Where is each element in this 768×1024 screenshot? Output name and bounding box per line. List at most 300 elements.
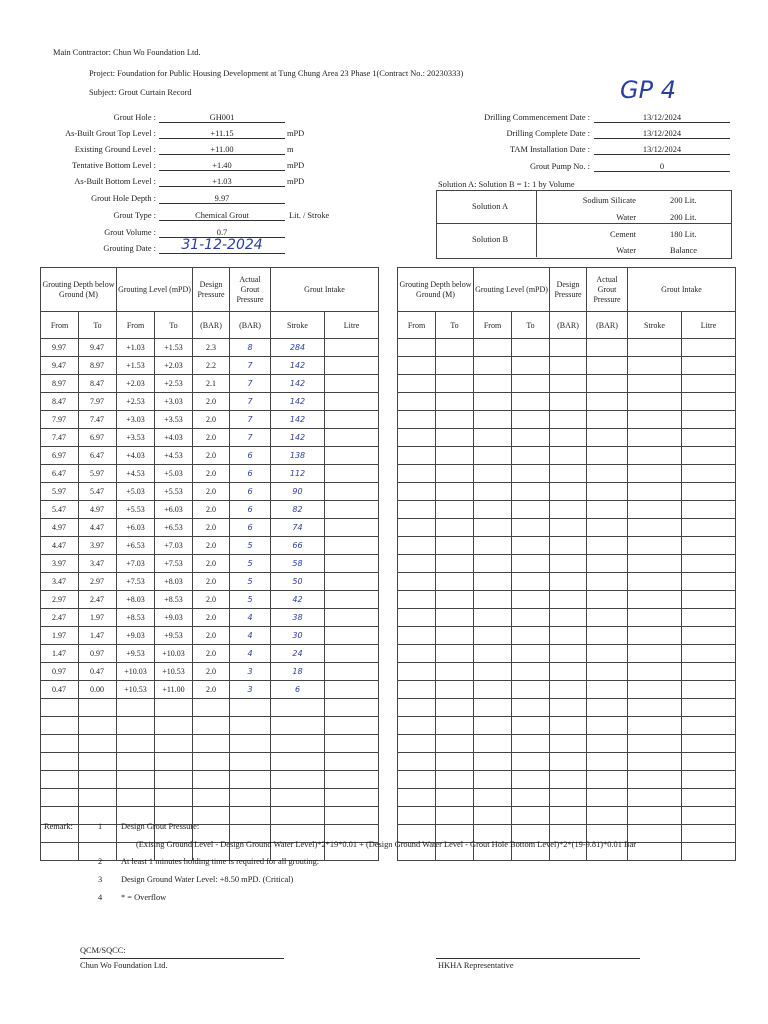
empty-cell <box>628 339 682 357</box>
header-level: Grouting Level (mPD) <box>474 268 550 312</box>
empty-cell <box>325 681 379 699</box>
empty-cell <box>587 447 628 465</box>
empty-cell <box>398 681 436 699</box>
depth-from-cell: 8.97 <box>41 375 79 393</box>
empty-cell <box>682 789 736 807</box>
empty-cell <box>79 717 117 735</box>
empty-cell <box>398 447 436 465</box>
empty-cell <box>628 627 682 645</box>
empty-cell <box>436 699 474 717</box>
info-left-label: Grouting Date : <box>103 244 156 253</box>
depth-to-cell: 8.47 <box>79 375 117 393</box>
table-row <box>41 339 379 357</box>
empty-cell <box>325 591 379 609</box>
empty-cell <box>587 555 628 573</box>
empty-cell <box>474 681 512 699</box>
table-row <box>41 663 379 681</box>
depth-from-cell: 5.97 <box>41 483 79 501</box>
empty-cell <box>682 771 736 789</box>
design-pressure-cell: 2.0 <box>193 627 230 645</box>
empty-cell <box>398 555 436 573</box>
depth-from-cell: 9.97 <box>41 339 79 357</box>
depth-to-cell: 5.97 <box>79 465 117 483</box>
depth-from-cell: 5.47 <box>41 501 79 519</box>
table-row <box>398 735 736 753</box>
table-row <box>398 627 736 645</box>
subheader-design-bar: (BAR) <box>193 312 230 339</box>
empty-cell <box>512 411 550 429</box>
empty-cell <box>436 537 474 555</box>
empty-cell <box>325 393 379 411</box>
table-row <box>398 753 736 771</box>
empty-cell <box>230 735 271 753</box>
empty-cell <box>474 375 512 393</box>
empty-cell <box>117 771 155 789</box>
info-left-label: Existing Ground Level : <box>74 145 156 154</box>
empty-cell <box>325 789 379 807</box>
empty-cell <box>41 789 79 807</box>
table-row <box>398 483 736 501</box>
info-left-value: +11.15 <box>159 129 285 139</box>
table-row <box>398 393 736 411</box>
level-from-cell: +8.03 <box>117 591 155 609</box>
empty-cell <box>682 807 736 825</box>
depth-from-cell: 3.47 <box>41 573 79 591</box>
empty-cell <box>682 357 736 375</box>
table-row <box>398 519 736 537</box>
empty-cell <box>193 699 230 717</box>
actual-pressure-cell: 7 <box>230 411 271 429</box>
depth-from-cell: 1.47 <box>41 645 79 663</box>
info-left-value: +11.00 <box>159 145 285 155</box>
empty-cell <box>550 555 587 573</box>
empty-cell <box>325 555 379 573</box>
design-pressure-cell: 2.2 <box>193 357 230 375</box>
empty-cell <box>436 429 474 447</box>
empty-cell <box>550 339 587 357</box>
empty-cell <box>398 717 436 735</box>
empty-cell <box>587 519 628 537</box>
empty-cell <box>398 501 436 519</box>
empty-cell <box>325 753 379 771</box>
empty-cell <box>325 663 379 681</box>
subheader-litre: Litre <box>325 312 379 339</box>
stroke-cell: 42 <box>271 591 325 609</box>
stroke-cell: 142 <box>271 375 325 393</box>
empty-cell <box>117 717 155 735</box>
info-left-value: Chemical Grout <box>159 211 285 221</box>
empty-cell <box>682 519 736 537</box>
empty-cell <box>398 645 436 663</box>
stroke-cell: 138 <box>271 447 325 465</box>
info-left-label: Grout Hole : <box>113 113 156 122</box>
empty-cell <box>682 591 736 609</box>
empty-cell <box>230 717 271 735</box>
empty-cell <box>230 789 271 807</box>
empty-cell <box>587 789 628 807</box>
level-from-cell: +7.53 <box>117 573 155 591</box>
empty-cell <box>512 465 550 483</box>
info-left-unit: mPD <box>287 129 305 138</box>
empty-cell <box>474 393 512 411</box>
empty-cell <box>587 663 628 681</box>
empty-cell <box>628 375 682 393</box>
empty-cell <box>79 735 117 753</box>
design-pressure-cell: 2.0 <box>193 681 230 699</box>
empty-cell <box>474 609 512 627</box>
empty-cell <box>117 753 155 771</box>
empty-cell <box>628 411 682 429</box>
empty-cell <box>550 807 587 825</box>
info-left-value: +1.40 <box>159 161 285 171</box>
empty-cell <box>474 537 512 555</box>
empty-cell <box>512 519 550 537</box>
actual-pressure-cell: 8 <box>230 339 271 357</box>
empty-cell <box>271 699 325 717</box>
empty-cell <box>682 555 736 573</box>
level-from-cell: +6.53 <box>117 537 155 555</box>
stroke-cell: 142 <box>271 411 325 429</box>
info-right-value: 13/12/2024 <box>594 129 730 139</box>
empty-cell <box>474 555 512 573</box>
solution-a-label: Solution A <box>472 202 509 211</box>
empty-cell <box>41 717 79 735</box>
empty-cell <box>325 645 379 663</box>
empty-cell <box>550 735 587 753</box>
depth-to-cell: 0.97 <box>79 645 117 663</box>
empty-cell <box>682 573 736 591</box>
empty-cell <box>550 519 587 537</box>
stroke-cell: 142 <box>271 429 325 447</box>
stroke-cell: 142 <box>271 393 325 411</box>
subheader-actual-bar: (BAR) <box>587 312 628 339</box>
solution-ratio: Solution A: Solution B = 1: 1 by Volume <box>438 180 575 189</box>
remark-4-num: 4 <box>98 893 103 902</box>
actual-pressure-cell: 7 <box>230 429 271 447</box>
empty-cell <box>512 537 550 555</box>
table-row <box>398 681 736 699</box>
empty-cell <box>398 393 436 411</box>
empty-cell <box>398 735 436 753</box>
empty-cell <box>436 591 474 609</box>
empty-cell <box>587 753 628 771</box>
table-row <box>398 573 736 591</box>
depth-to-cell: 4.47 <box>79 519 117 537</box>
subheader-depth-to: To <box>436 312 474 339</box>
table-row <box>398 429 736 447</box>
empty-cell <box>474 663 512 681</box>
empty-cell <box>325 429 379 447</box>
table-row <box>41 699 379 717</box>
depth-from-cell: 2.47 <box>41 609 79 627</box>
empty-cell <box>628 753 682 771</box>
empty-cell <box>587 411 628 429</box>
header-design-pressure: Design Pressure <box>193 268 230 312</box>
info-left-unit: mPD <box>287 161 305 170</box>
info-right-label: Drilling Commencement Date : <box>484 113 590 122</box>
info-left-label: Grout Type : <box>113 211 156 220</box>
empty-cell <box>628 807 682 825</box>
empty-cell <box>682 681 736 699</box>
empty-cell <box>550 681 587 699</box>
empty-cell <box>436 717 474 735</box>
level-to-cell: +10.03 <box>155 645 193 663</box>
empty-cell <box>155 735 193 753</box>
design-pressure-cell: 2.0 <box>193 645 230 663</box>
grouting-table-right <box>397 267 736 861</box>
empty-cell <box>398 537 436 555</box>
empty-cell <box>682 375 736 393</box>
empty-cell <box>398 339 436 357</box>
empty-cell <box>436 771 474 789</box>
empty-cell <box>79 789 117 807</box>
level-from-cell: +5.53 <box>117 501 155 519</box>
empty-cell <box>193 735 230 753</box>
depth-to-cell: 0.00 <box>79 681 117 699</box>
empty-cell <box>436 393 474 411</box>
subheader-stroke: Stroke <box>271 312 325 339</box>
depth-from-cell: 9.47 <box>41 357 79 375</box>
empty-cell <box>587 429 628 447</box>
empty-cell <box>325 573 379 591</box>
level-from-cell: +6.03 <box>117 519 155 537</box>
empty-cell <box>682 663 736 681</box>
empty-cell <box>512 717 550 735</box>
subheader-litre: Litre <box>682 312 736 339</box>
info-right-label: TAM Installation Date : <box>509 145 590 154</box>
empty-cell <box>398 591 436 609</box>
empty-cell <box>474 627 512 645</box>
empty-cell <box>512 555 550 573</box>
empty-cell <box>682 735 736 753</box>
design-pressure-cell: 2.0 <box>193 411 230 429</box>
empty-cell <box>682 411 736 429</box>
info-left-label: Grout Hole Depth : <box>91 194 156 203</box>
empty-cell <box>155 717 193 735</box>
empty-cell <box>628 573 682 591</box>
table-row <box>41 555 379 573</box>
empty-cell <box>325 609 379 627</box>
table-row <box>41 735 379 753</box>
actual-pressure-cell: 5 <box>230 591 271 609</box>
design-pressure-cell: 2.0 <box>193 465 230 483</box>
info-right-value: 13/12/2024 <box>594 113 730 123</box>
actual-pressure-cell: 4 <box>230 645 271 663</box>
empty-cell <box>682 501 736 519</box>
table-row <box>398 465 736 483</box>
stroke-cell: 66 <box>271 537 325 555</box>
design-pressure-cell: 2.0 <box>193 573 230 591</box>
level-to-cell: +3.53 <box>155 411 193 429</box>
empty-cell <box>325 339 379 357</box>
empty-cell <box>628 393 682 411</box>
table-row <box>41 429 379 447</box>
depth-from-cell: 0.97 <box>41 663 79 681</box>
empty-cell <box>474 753 512 771</box>
table-row <box>398 357 736 375</box>
depth-from-cell: 6.47 <box>41 465 79 483</box>
depth-to-cell: 9.47 <box>79 339 117 357</box>
depth-from-cell: 2.97 <box>41 591 79 609</box>
empty-cell <box>325 483 379 501</box>
empty-cell <box>474 573 512 591</box>
level-to-cell: +9.03 <box>155 609 193 627</box>
actual-pressure-cell: 4 <box>230 627 271 645</box>
empty-cell <box>398 771 436 789</box>
empty-cell <box>550 717 587 735</box>
empty-cell <box>550 483 587 501</box>
subheader-depth-from: From <box>398 312 436 339</box>
empty-cell <box>512 771 550 789</box>
table-row <box>41 411 379 429</box>
actual-pressure-cell: 6 <box>230 501 271 519</box>
level-to-cell: +8.53 <box>155 591 193 609</box>
empty-cell <box>512 591 550 609</box>
empty-cell <box>628 681 682 699</box>
design-pressure-cell: 2.0 <box>193 609 230 627</box>
empty-cell <box>271 771 325 789</box>
design-pressure-cell: 2.0 <box>193 501 230 519</box>
info-left-value: 31-12-2024 <box>159 237 285 254</box>
design-pressure-cell: 2.0 <box>193 537 230 555</box>
empty-cell <box>682 753 736 771</box>
depth-from-cell: 1.97 <box>41 627 79 645</box>
level-to-cell: +9.53 <box>155 627 193 645</box>
empty-cell <box>325 357 379 375</box>
table-row <box>41 519 379 537</box>
level-from-cell: +7.03 <box>117 555 155 573</box>
empty-cell <box>474 357 512 375</box>
empty-cell <box>587 537 628 555</box>
level-from-cell: +10.03 <box>117 663 155 681</box>
table-row <box>398 591 736 609</box>
actual-pressure-cell: 7 <box>230 393 271 411</box>
empty-cell <box>512 483 550 501</box>
subject-line: Subject: Grout Curtain Record <box>89 88 192 97</box>
table-row <box>41 807 379 825</box>
remark-3-text: Design Ground Water Level: +8.50 mPD. (Critical) <box>121 875 294 884</box>
empty-cell <box>155 789 193 807</box>
subheader-depth-to: To <box>79 312 117 339</box>
table-row <box>41 501 379 519</box>
empty-cell <box>325 807 379 825</box>
actual-pressure-cell: 3 <box>230 663 271 681</box>
depth-from-cell: 8.47 <box>41 393 79 411</box>
empty-cell <box>271 735 325 753</box>
empty-cell <box>550 465 587 483</box>
table-row <box>41 789 379 807</box>
empty-cell <box>398 519 436 537</box>
actual-pressure-cell: 6 <box>230 465 271 483</box>
depth-from-cell: 4.97 <box>41 519 79 537</box>
empty-cell <box>436 501 474 519</box>
empty-cell <box>474 807 512 825</box>
level-from-cell: +4.03 <box>117 447 155 465</box>
info-left-value: 9.97 <box>159 194 285 204</box>
header-grout-intake: Grout Intake <box>271 268 379 312</box>
empty-cell <box>325 537 379 555</box>
empty-cell <box>436 447 474 465</box>
empty-cell <box>587 339 628 357</box>
signature-rep-right: HKHA Representative <box>438 961 514 970</box>
solution-b-qty-2: Balance <box>670 246 697 255</box>
main-contractor: Main Contractor: Chun Wo Foundation Ltd. <box>53 48 201 57</box>
solution-a-qty-2: 200 Lit. <box>670 213 697 222</box>
empty-cell <box>325 447 379 465</box>
depth-to-cell: 8.97 <box>79 357 117 375</box>
table-row <box>398 807 736 825</box>
empty-cell <box>474 411 512 429</box>
empty-cell <box>682 843 736 861</box>
design-pressure-cell: 2.0 <box>193 591 230 609</box>
header-grout-intake: Grout Intake <box>628 268 736 312</box>
level-from-cell: +1.53 <box>117 357 155 375</box>
design-pressure-cell: 2.0 <box>193 393 230 411</box>
table-row <box>41 537 379 555</box>
empty-cell <box>587 501 628 519</box>
subheader-level-to: To <box>155 312 193 339</box>
info-left-label: As-Built Bottom Level : <box>74 177 156 186</box>
depth-from-cell: 0.47 <box>41 681 79 699</box>
stroke-cell: 6 <box>271 681 325 699</box>
solution-a-item-2: Water <box>616 213 636 222</box>
design-pressure-cell: 2.0 <box>193 555 230 573</box>
empty-cell <box>474 789 512 807</box>
table-row <box>41 483 379 501</box>
empty-cell <box>550 411 587 429</box>
empty-cell <box>512 699 550 717</box>
design-pressure-cell: 2.0 <box>193 429 230 447</box>
empty-cell <box>550 537 587 555</box>
table-row <box>398 717 736 735</box>
header-actual-pressure: Actual Grout Pressure <box>230 268 271 312</box>
remark-2-text: At least 1 minutes holding time is required for all grouting. <box>121 857 319 866</box>
empty-cell <box>436 807 474 825</box>
depth-to-cell: 1.97 <box>79 609 117 627</box>
empty-cell <box>398 753 436 771</box>
level-to-cell: +8.03 <box>155 573 193 591</box>
stroke-cell: 142 <box>271 357 325 375</box>
empty-cell <box>436 681 474 699</box>
empty-cell <box>398 357 436 375</box>
empty-cell <box>398 609 436 627</box>
empty-cell <box>117 735 155 753</box>
empty-cell <box>436 555 474 573</box>
empty-cell <box>474 645 512 663</box>
empty-cell <box>398 411 436 429</box>
remark-3-num: 3 <box>98 875 103 884</box>
actual-pressure-cell: 3 <box>230 681 271 699</box>
empty-cell <box>628 501 682 519</box>
subheader-actual-bar: (BAR) <box>230 312 271 339</box>
stroke-cell: 112 <box>271 465 325 483</box>
table-row <box>398 411 736 429</box>
empty-cell <box>325 627 379 645</box>
table-row <box>398 663 736 681</box>
empty-cell <box>436 357 474 375</box>
level-to-cell: +2.53 <box>155 375 193 393</box>
empty-cell <box>682 717 736 735</box>
level-from-cell: +2.53 <box>117 393 155 411</box>
empty-cell <box>474 771 512 789</box>
stroke-cell: 58 <box>271 555 325 573</box>
subheader-stroke: Stroke <box>628 312 682 339</box>
stroke-cell: 74 <box>271 519 325 537</box>
table-row <box>41 465 379 483</box>
empty-cell <box>512 375 550 393</box>
empty-cell <box>41 753 79 771</box>
design-pressure-cell: 2.1 <box>193 375 230 393</box>
